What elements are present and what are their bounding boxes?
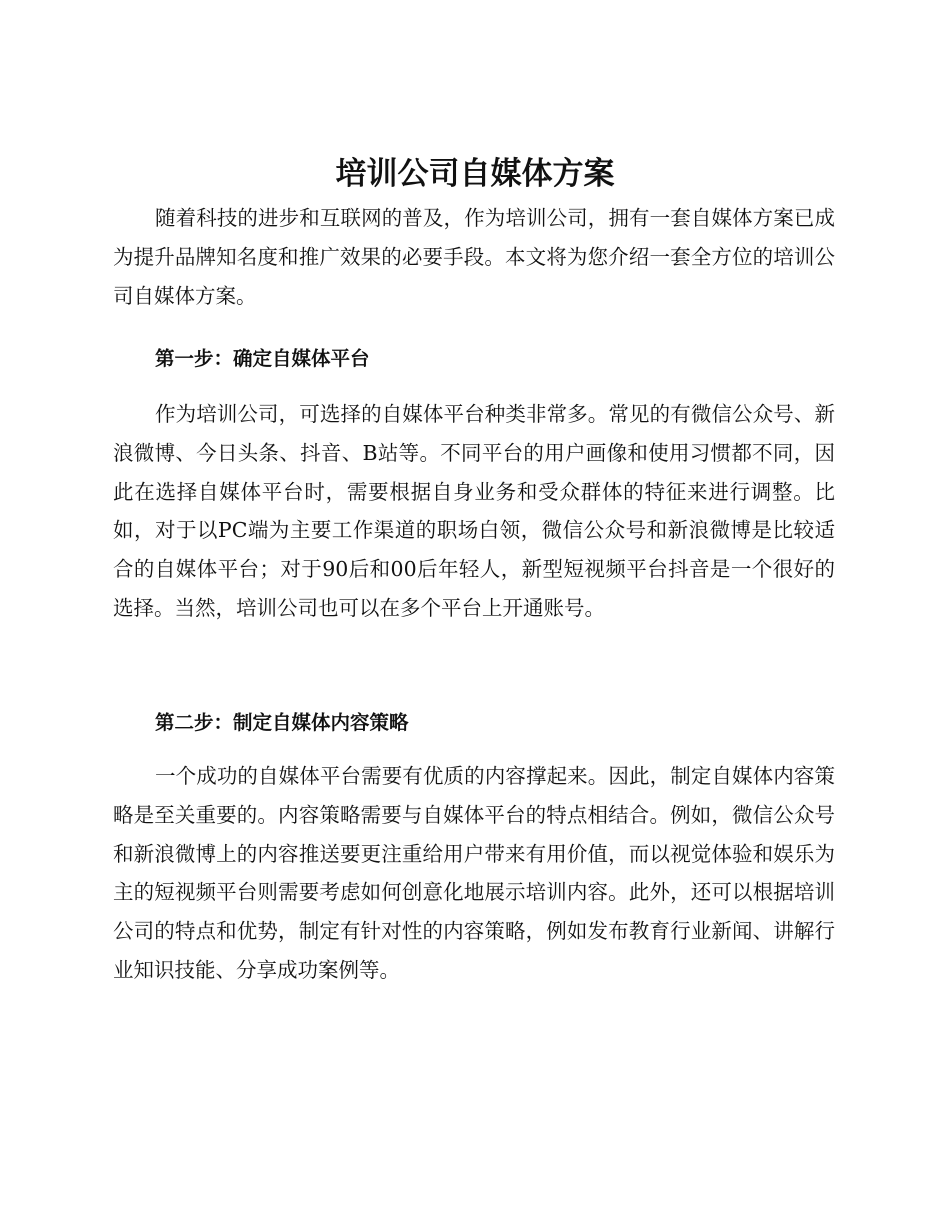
section-paragraph-step2: 一个成功的自媒体平台需要有优质的内容撑起来。因此，制定自媒体内容策略是至关重要的。内容策略需要与自媒体平台的特点相结合。例如，微信公众号和新浪微博上的内容推送要更注重给用户带来有用价值，而以视觉体验和娱乐为主的短视频平台则需要考虑如何创意化地展示培训内容。此外，还可以根据培训公司的特点和优势，制定有针对性的内容策略，例如发布教育行业新闻、讲解行业知识技能、分享成功案例等。 [113,764,835,982]
section-heading-step1: 第一步：确定自媒体平台 [155,347,370,370]
intro-paragraph: 随着科技的进步和互联网的普及，作为培训公司，拥有一套自媒体方案已成为提升品牌知名度和推广效果的必要手段。本文将为您介绍一套全方位的培训公司自媒体方案。 [113,206,835,308]
document-title: 培训公司自媒体方案 [335,156,615,192]
section-paragraph-step1: 作为培训公司，可选择的自媒体平台种类非常多。常见的有微信公众号、新浪微博、今日头条、抖音、B站等。不同平台的用户画像和使用习惯都不同，因此在选择自媒体平台时，需要根据自身业务和受众群体的特征来进行调整。比如，对于以PC端为主要工作渠道的职场白领，微信公众号和新浪微博是比较适合的自媒体平台；对于90后和00后年轻人，新型短视频平台抖音是一个很好的选择。当然，培训公司也可以在多个平台上开通账号。 [113,402,835,620]
section-heading-step2: 第二步：制定自媒体内容策略 [155,711,409,734]
